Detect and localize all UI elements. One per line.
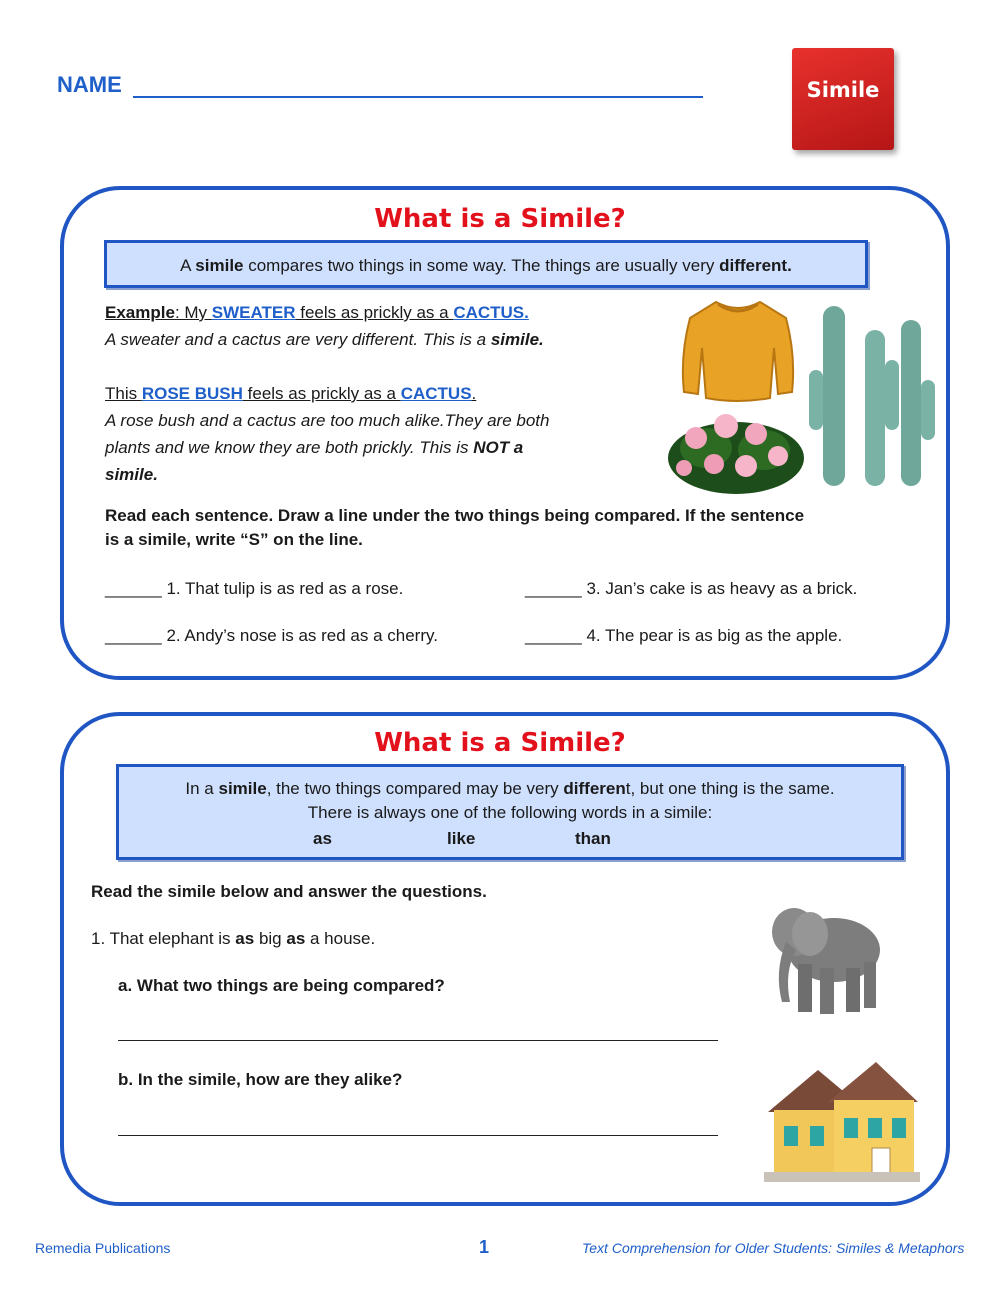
example-explanation: A sweater and a cactus are very different. This is a simile. [105,330,544,349]
panel2-title: What is a Simile? [374,728,626,758]
question-b: b. In the simile, how are they alike? [118,1070,403,1089]
answer-blank: ______ [525,626,582,645]
panel2-definition-box [116,764,904,860]
badge-label: Simile [806,78,880,102]
panel1-title: What is a Simile? [374,204,626,234]
list-item[interactable]: ______ 3. Jan’s cake is as heavy as a brick. [525,579,858,598]
example-sentence: Example: My SWEATER feels as prickly as a CACTUS. [105,303,529,322]
list-item[interactable]: ______ 1. That tulip is as red as a rose. [105,579,404,598]
comparison-word-as: as [313,829,332,848]
answer-blank: ______ [105,626,162,645]
list-item[interactable]: ______ 2. Andy’s nose is as red as a cherry. [105,626,438,645]
answer-blank: ______ [105,579,162,598]
panel1-definition-box [104,240,868,288]
panel2-definition-text: In a simile, the two things compared may be very different, but one thing is the same. There is always one of the following words in a simile: [185,779,835,822]
nonexample-sentence: This ROSE BUSH feels as prickly as a CACTUS. [105,384,477,403]
page-number: 1 [479,1237,490,1257]
panel1-instructions: Read each sentence. Draw a line under the two things being compared. If the sentence is a simile, write “S” on the line. [105,506,805,549]
rose-bush-image [666,398,806,496]
panel2-instructions: Read the simile below and answer the questions. [91,882,487,901]
simile-badge [792,48,894,150]
question-a: a. What two things are being compared? [118,976,445,995]
nonexample-explanation: A rose bush and a cactus are too much alike.They are both plants and we know they are both prickly. This is NOT a simile. [105,411,550,484]
list-item[interactable]: ______ 4. The pear is as big as the apple. [525,626,843,645]
house-image [758,1052,924,1186]
answer-line-a[interactable] [118,1040,718,1041]
name-label: NAME [57,72,122,97]
answer-blank: ______ [525,579,582,598]
panel1-definition-text: A simile compares two things in some way. The things are usually very different. [180,256,792,275]
elephant-image [764,892,892,1020]
comparison-word-than: than [575,829,611,848]
cactus-image [805,300,945,488]
footer-publisher: Remedia Publications [35,1240,171,1256]
sweater-image [678,296,798,406]
comparison-word-like: like [447,829,476,848]
answer-line-b[interactable] [118,1135,718,1136]
name-write-line[interactable] [133,96,703,98]
simile-sentence: 1. That elephant is as big as a house. [91,929,376,948]
footer-book-title: Text Comprehension for Older Students: Similes & Metaphors [582,1240,965,1256]
